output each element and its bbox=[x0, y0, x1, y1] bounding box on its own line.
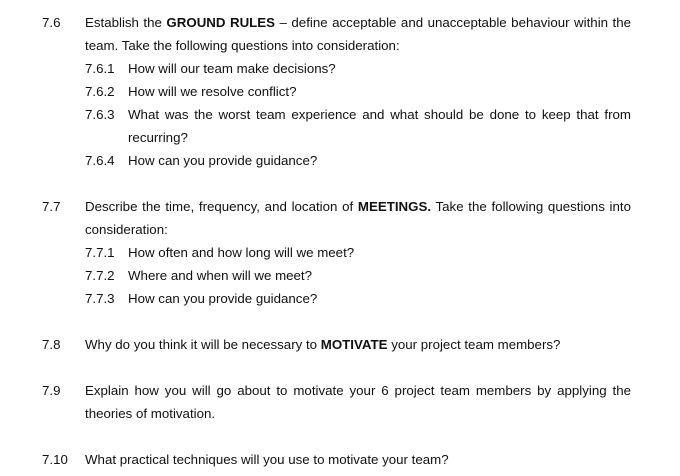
section-number: 7.8 bbox=[42, 337, 61, 352]
keyword-motivate: MOTIVATE bbox=[320, 337, 388, 352]
subitem-number: 7.7.2 bbox=[85, 268, 115, 283]
subitem-text: How can you provide guidance? bbox=[128, 291, 318, 306]
section-text-line: Why do you think it will be necessary to MOTIVATE your project team members? bbox=[85, 337, 561, 352]
subitem-text: Where and when will we meet? bbox=[128, 268, 313, 283]
section-number: 7.9 bbox=[42, 383, 61, 398]
subitem-text-continued: recurring? bbox=[128, 130, 188, 145]
section-number: 7.6 bbox=[42, 15, 61, 30]
keyword-meetings: MEETINGS. bbox=[357, 199, 432, 214]
section-number: 7.7 bbox=[42, 199, 61, 214]
subitem-number: 7.6.2 bbox=[85, 84, 115, 99]
subitem-number: 7.7.1 bbox=[85, 245, 115, 260]
section-text-line: theories of motivation. bbox=[85, 406, 216, 421]
subitem-number: 7.6.3 bbox=[85, 107, 115, 122]
section-text-line: Explain how you will go about to motivate your 6 project team members by applying the bbox=[85, 383, 631, 398]
subitem-text: What was the worst team experience and what should be done to keep that from bbox=[128, 107, 631, 122]
subitem-text: How can you provide guidance? bbox=[128, 153, 318, 168]
subitem-number: 7.7.3 bbox=[85, 291, 115, 306]
subitem-number: 7.6.4 bbox=[85, 153, 115, 168]
section-text-line: Describe the time, frequency, and location of MEETINGS. Take the following questions into bbox=[85, 199, 631, 214]
subitem-text: How will we resolve conflict? bbox=[128, 84, 297, 99]
section-number: 7.10 bbox=[42, 452, 68, 467]
section-text-line: team. Take the following questions into consideration: bbox=[85, 38, 400, 53]
subitem-text: How will our team make decisions? bbox=[128, 61, 336, 76]
subitem-number: 7.6.1 bbox=[85, 61, 115, 76]
subitem-text: How often and how long will we meet? bbox=[128, 245, 355, 260]
section-text-line: Establish the GROUND RULES – define acceptable and unacceptable behaviour within the bbox=[85, 15, 632, 30]
section-text-line: What practical techniques will you use to motivate your team? bbox=[85, 452, 449, 467]
section-text-line: consideration: bbox=[85, 222, 168, 237]
keyword-ground-rules: GROUND RULES bbox=[166, 15, 276, 30]
